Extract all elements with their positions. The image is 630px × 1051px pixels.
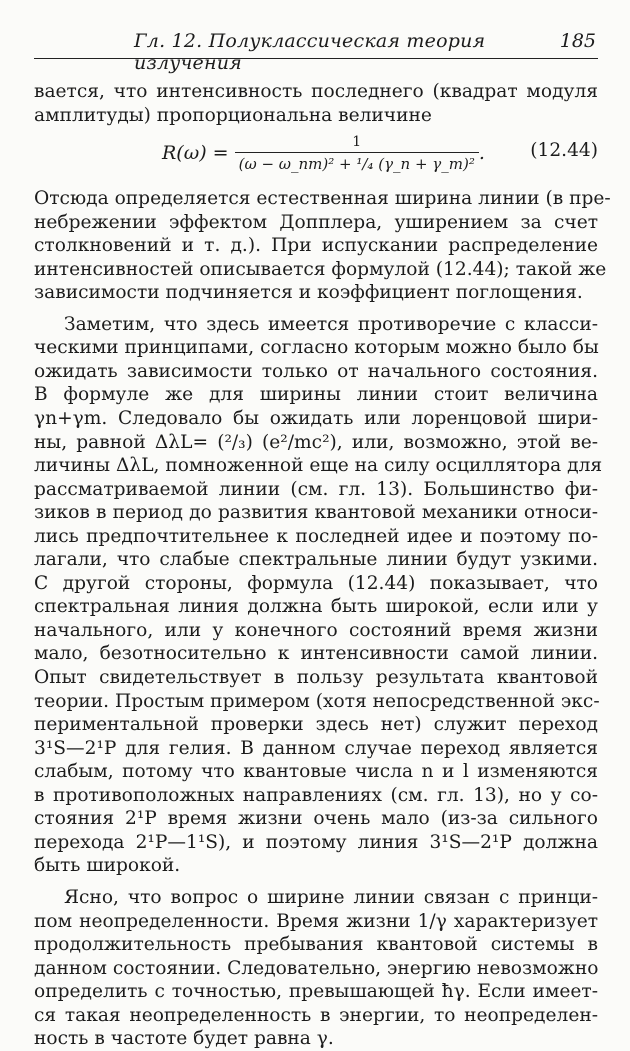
- text-line: зиков в период до развития квантовой механики относи-: [34, 502, 598, 524]
- equation-fraction: [235, 133, 479, 174]
- text-line: ожидать зависимости только от начального состояния.: [34, 360, 598, 382]
- equation-numerator: 1: [352, 134, 362, 151]
- text-line: личины ΔλL, помноженной еще на силу осциллятора для: [34, 455, 603, 477]
- text-line: периментальной проверки здесь нет) служит переход: [34, 714, 598, 736]
- text-line: интенсивностей описывается формулой (12.44); такой же: [34, 258, 607, 280]
- text-line: ся такая неопределенность в энергии, то неопределен-: [34, 1004, 598, 1026]
- text-line: начального, или у конечного состояний время жизни: [34, 619, 598, 641]
- text-line: продолжительность пребывания квантовой системы в: [34, 934, 598, 956]
- text-line: Опыт свидетельствует в пользу результата квантовой: [34, 667, 598, 689]
- text-line: В формуле же для ширины линии стоит величина: [34, 384, 598, 406]
- text-line: С другой стороны, формула (12.44) показывает, что: [34, 572, 598, 594]
- text-line: γn+γm. Следовало бы ожидать или лоренцовой шири-: [34, 408, 598, 430]
- paragraph-intro: [34, 80, 598, 127]
- text-line: мало, безотносительно к интенсивности самой линии.: [34, 643, 598, 665]
- equation-12-44: [34, 129, 598, 185]
- text-line: пом неопределенности. Время жизни 1/γ характеризует: [34, 910, 598, 932]
- text-line: стояния 2¹P время жизни очень мало (из-за сильного: [34, 808, 598, 830]
- running-header: [34, 28, 598, 74]
- paragraph-uncertainty: [34, 886, 598, 1051]
- text-line: столкновений и т. д.). При испускании распределение: [34, 235, 598, 257]
- text-line: лись предпочтительнее к последней идее и поэтому по-: [34, 525, 598, 547]
- equation-body: [162, 133, 485, 174]
- text-line: определить с точностью, превышающей ħγ. Если имеет-: [34, 981, 598, 1003]
- text-line: вается, что интенсивность последнего (квадрат модуля: [34, 81, 598, 102]
- text-line: спектральная линия должна быть широкой, если или у: [34, 596, 598, 618]
- text-line: 3¹S—2¹P для гелия. В данном случае переход является: [34, 737, 598, 759]
- text-line: ность в частоте будет равна γ.: [34, 1028, 334, 1050]
- running-title: Гл. 12. Полуклассическая теория излучения: [134, 30, 486, 74]
- paragraph-natural-width: [34, 187, 611, 305]
- text-line: Ясно, что вопрос о ширине линии связан с принци-: [64, 886, 598, 908]
- text-line: быть широкой.: [34, 855, 181, 877]
- equation-number: (12.44): [530, 140, 598, 162]
- text-line: теории. Простым примером (хотя непосредственной экс-: [34, 690, 600, 712]
- equation-period: .: [478, 141, 485, 164]
- text-line: Заметим, что здесь имеется противоречие с класси-: [64, 313, 598, 335]
- text-line: перехода 2¹P—1¹S), и поэтому линия 3¹S—2¹P должна: [34, 831, 598, 853]
- paragraph-gap: [34, 878, 598, 886]
- paragraph-gap: [34, 305, 598, 313]
- text-line: в противоположных направлениях (см. гл. 13), но у со-: [34, 784, 598, 806]
- equation-lhs: R(ω) =: [162, 141, 229, 164]
- text-line: Отсюда определяется естественная ширина линии (в пре-: [34, 188, 611, 210]
- text-line: данном состоянии. Следовательно, энергию невозможно: [34, 957, 599, 979]
- equation-denominator: (ω − ω_nm)² + ¹/₄ (γ_n + γ_m)²: [235, 152, 479, 174]
- text-line: амплитуды) пропорциональна величине: [34, 104, 432, 126]
- text-line: слабым, потому что квантовые числа n и l изменяются: [34, 761, 598, 783]
- text-line: ны, равной ΔλL= (²/₃) (e²/mc²), или, возможно, этой ве-: [34, 431, 598, 453]
- paragraph-contradiction: [34, 313, 603, 878]
- page-number: 185: [559, 30, 596, 52]
- text-line: лагали, что слабые спектральные линии будут узкими.: [34, 549, 598, 571]
- text-line: небрежении эффектом Допплера, уширением за счет: [34, 211, 598, 233]
- body-text: [34, 80, 611, 1051]
- text-line: ческими принципами, согласно которым можно было бы: [34, 337, 599, 359]
- text-line: зависимости подчиняется и коэффициент поглощения.: [34, 282, 583, 304]
- text-line: рассматриваемой линии (см. гл. 13). Большинство фи-: [34, 478, 598, 500]
